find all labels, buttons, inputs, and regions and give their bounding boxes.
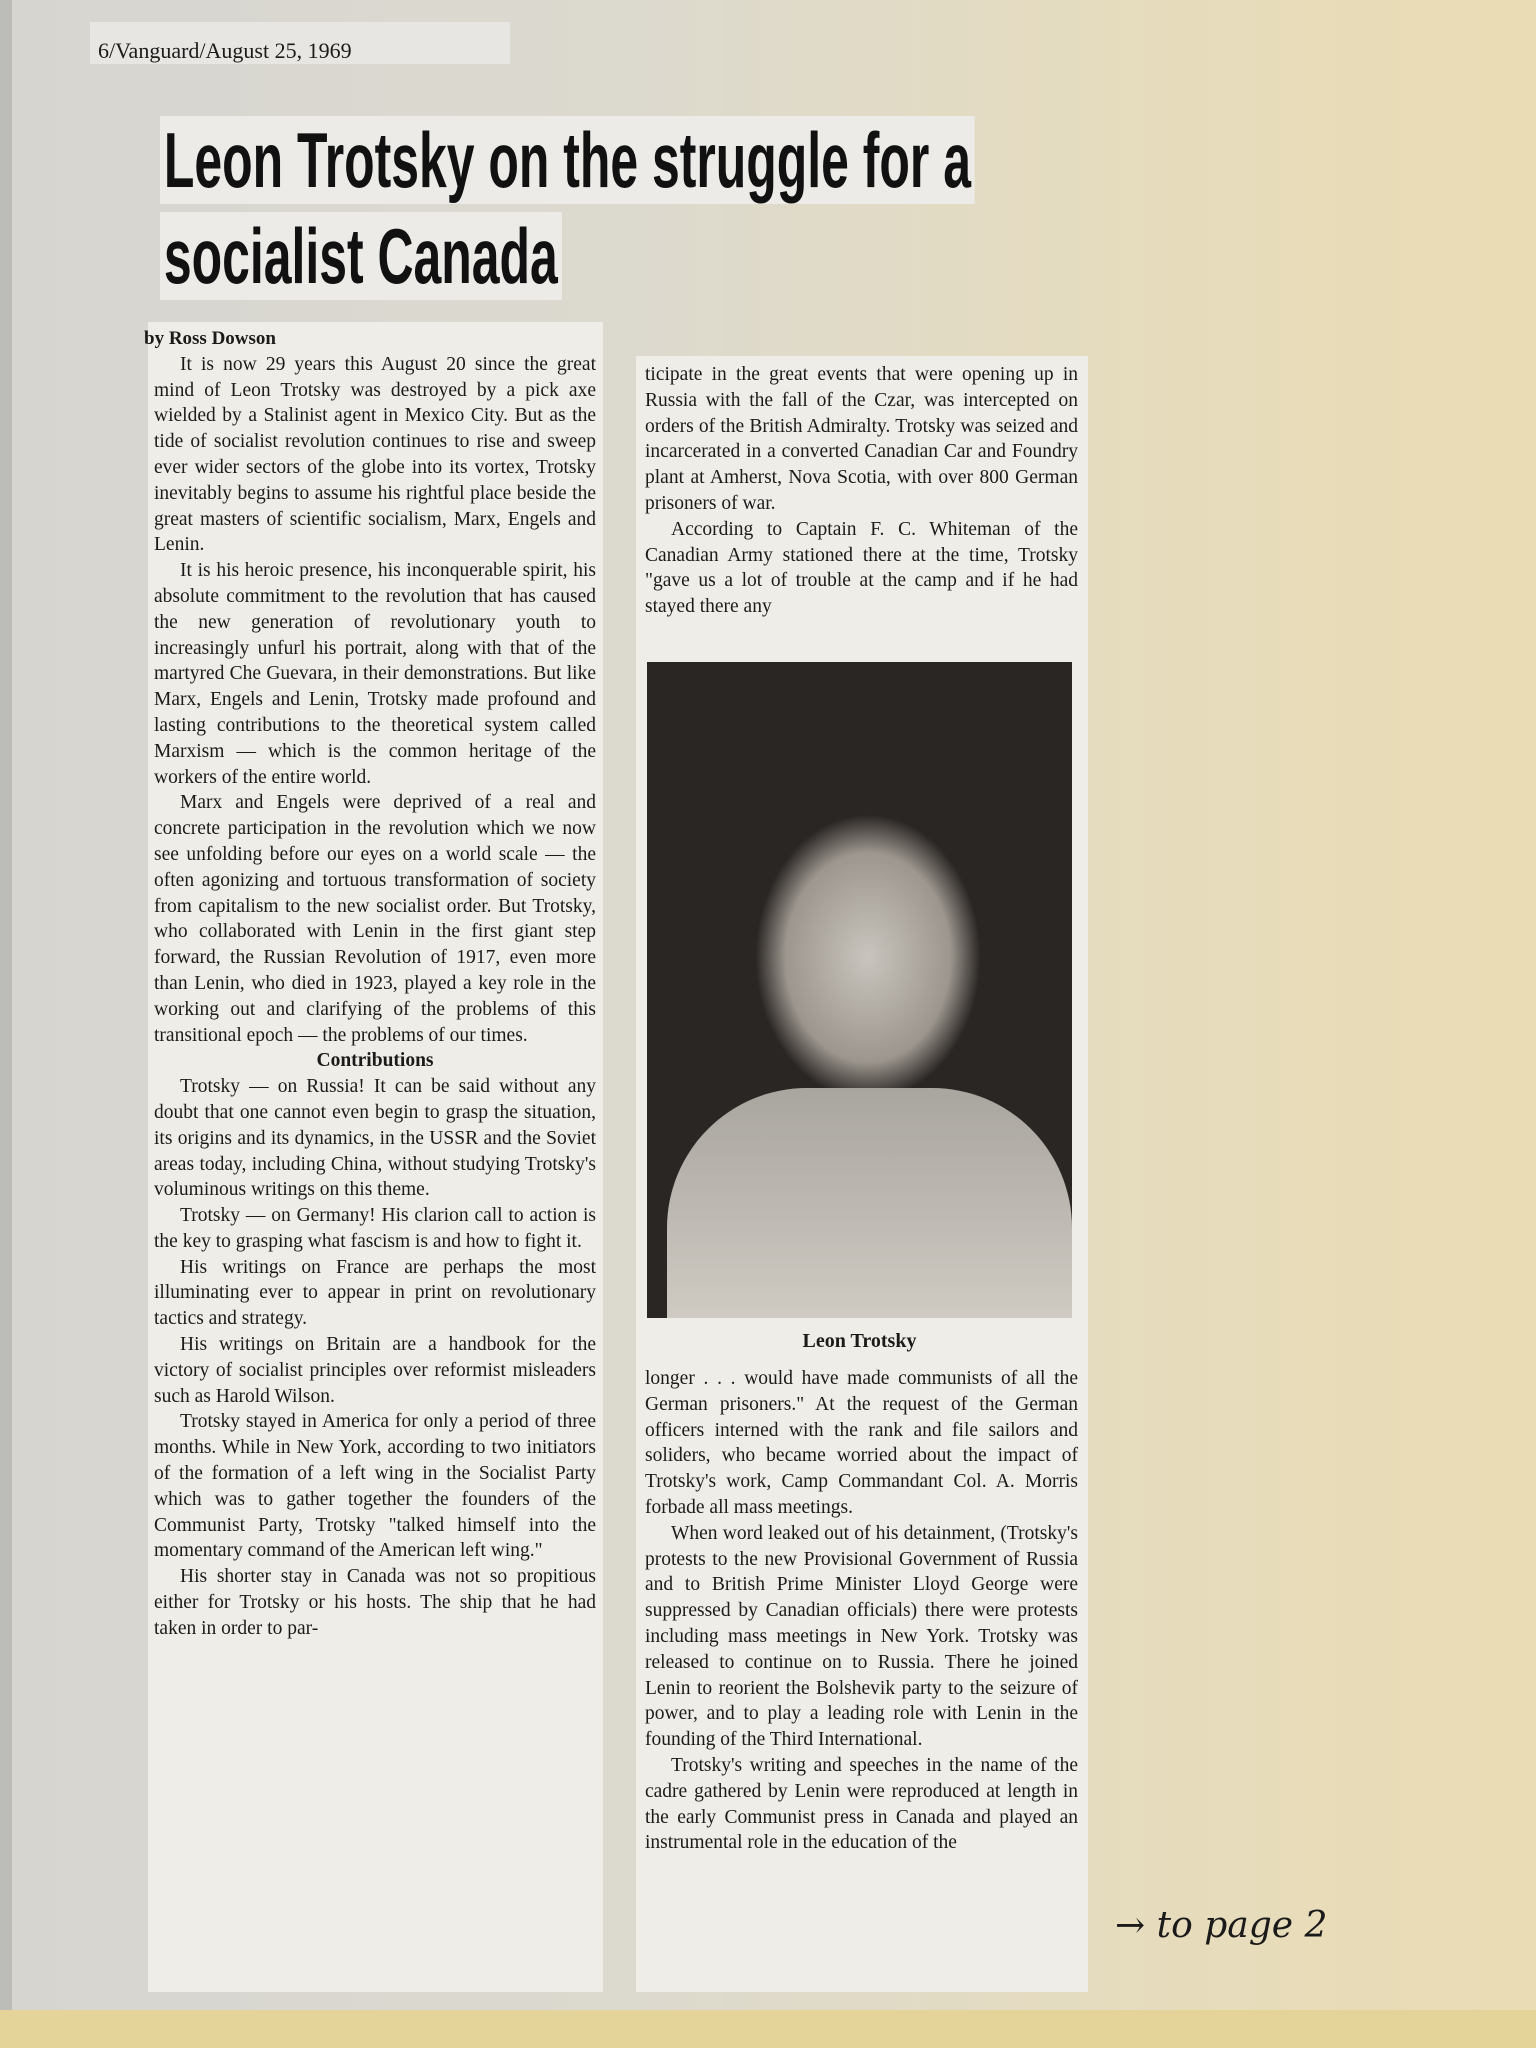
headline [160, 112, 975, 304]
paragraph: His writings on France are perhaps the most illuminating ever to appear in print on revolutionary tactics and strategy. [154, 1256, 596, 1330]
headline-line-1: Leon Trotsky on the struggle for a [160, 116, 975, 204]
right-column-bottom [645, 1366, 1078, 1856]
paragraph: It is his heroic presence, his inconquerable spirit, his absolute commitment to the revolution that has caused the new generation of revolutionary youth to increasingly unfurl his portrait, along with that of the martyred Che Guevara, in their demonstrations. But like Marx, Engels and Lenin, Trotsky made profound and lasting contributions to the theoretical system called Marxism — which is the common heritage of the workers of the entire world. [154, 560, 596, 788]
paragraph: According to Captain F. C. Whiteman of the Canadian Army stationed there at the time, Trotsky "gave us a lot of trouble at the camp and if he had stayed there any [645, 518, 1078, 618]
left-column [144, 326, 596, 1642]
paragraph: longer . . . would have made communists of all the German prisoners." At the request of the German officers interned with the rank and file sailors and soliders, who became worried about the impact of Trotsky's work, Camp Commandant Col. A. Morris forbade all mass meetings. [645, 1368, 1078, 1518]
paragraph: His shorter stay in Canada was not so propitious either for Trotsky or his hosts. The ship that he had taken in order to par- [154, 1566, 596, 1639]
byline: by Ross Dowson [144, 328, 276, 349]
subhead: Contributions [316, 1050, 434, 1072]
paragraph: Trotsky stayed in America for only a period of three months. While in New York, according to two initiators of the formation of a left wing in the Socialist Party which was to gather together the founders of the Communist Party, Trotsky "talked himself into the momentary command of the American left wing." [154, 1411, 596, 1562]
paragraph: Trotsky's writing and speeches in the name of the cadre gathered by Lenin were reproduced at length in the early Communist press in Canada and played an instrumental role in the education of the [645, 1754, 1078, 1854]
right-column-top [645, 362, 1078, 620]
paragraph: Trotsky — on Russia! It can be said without any doubt that one cannot even begin to grasp the situation, its origins and its dynamics, in the USSR and the Soviet areas today, including China, without studying Trotsky's voluminous writings on this theme. [154, 1076, 596, 1201]
trotsky-portrait-photo [647, 662, 1072, 1318]
paragraph: His writings on Britain are a handbook for the victory of socialist principles over reformist misleaders such as Harold Wilson. [154, 1334, 596, 1407]
paragraph: When word leaked out of his detainment, (Trotsky's protests to the new Provisional Government of Russia and to British Prime Minister Lloyd George were suppressed by Canadian officials) there were protests including mass meetings in New York. Trotsky was released to continue on to Russia. There he joined Lenin to reorient the Bolshevik party to the seizure of power, and to play a leading role with Lenin in the founding of the Third International. [645, 1522, 1078, 1751]
paragraph: Trotsky — on Germany! His clarion call to action is the key to grasping what fascism is and how to fight it. [154, 1205, 596, 1252]
scan-edge [0, 0, 12, 2048]
paragraph: It is now 29 years this August 20 since the great mind of Leon Trotsky was destroyed by a pick axe wielded by a Stalinist agent in Mexico City. But as the tide of socialist revolution continues to rise and sweep ever wider sectors of the globe into its vortex, Trotsky inevitably begins to assume his rightful place beside the great masters of scientific socialism, Marx, Engels and Lenin. [154, 353, 596, 556]
handwritten-note: → to page 2 [1115, 1905, 1328, 1946]
photo-caption: Leon Trotsky [802, 1330, 917, 1352]
dateline: 6/Vanguard/August 25, 1969 [90, 22, 510, 64]
headline-line-2: socialist Canada [160, 212, 562, 300]
paragraph: ticipate in the great events that were opening up in Russia with the fall of the Czar, was intercepted on orders of the British Admiralty. Trotsky was seized and incarcerated in a converted Canadian Car and Foundry plant at Amherst, Nova Scotia, with over 800 German prisoners of war. [645, 364, 1078, 514]
background-strip [0, 2010, 1536, 2048]
paragraph: Marx and Engels were deprived of a real and concrete participation in the revolution which we now see unfolding before our eyes on a world scale — the often agonizing and tortuous transformation of society from capitalism to the new socialist order. But Trotsky, who collaborated with Lenin in the first giant step forward, the Russian Revolution of 1917, even more than Lenin, who died in 1923, played a key role in the working out and clarifying of the problems of this transitional epoch — the problems of our times. [154, 792, 596, 1046]
